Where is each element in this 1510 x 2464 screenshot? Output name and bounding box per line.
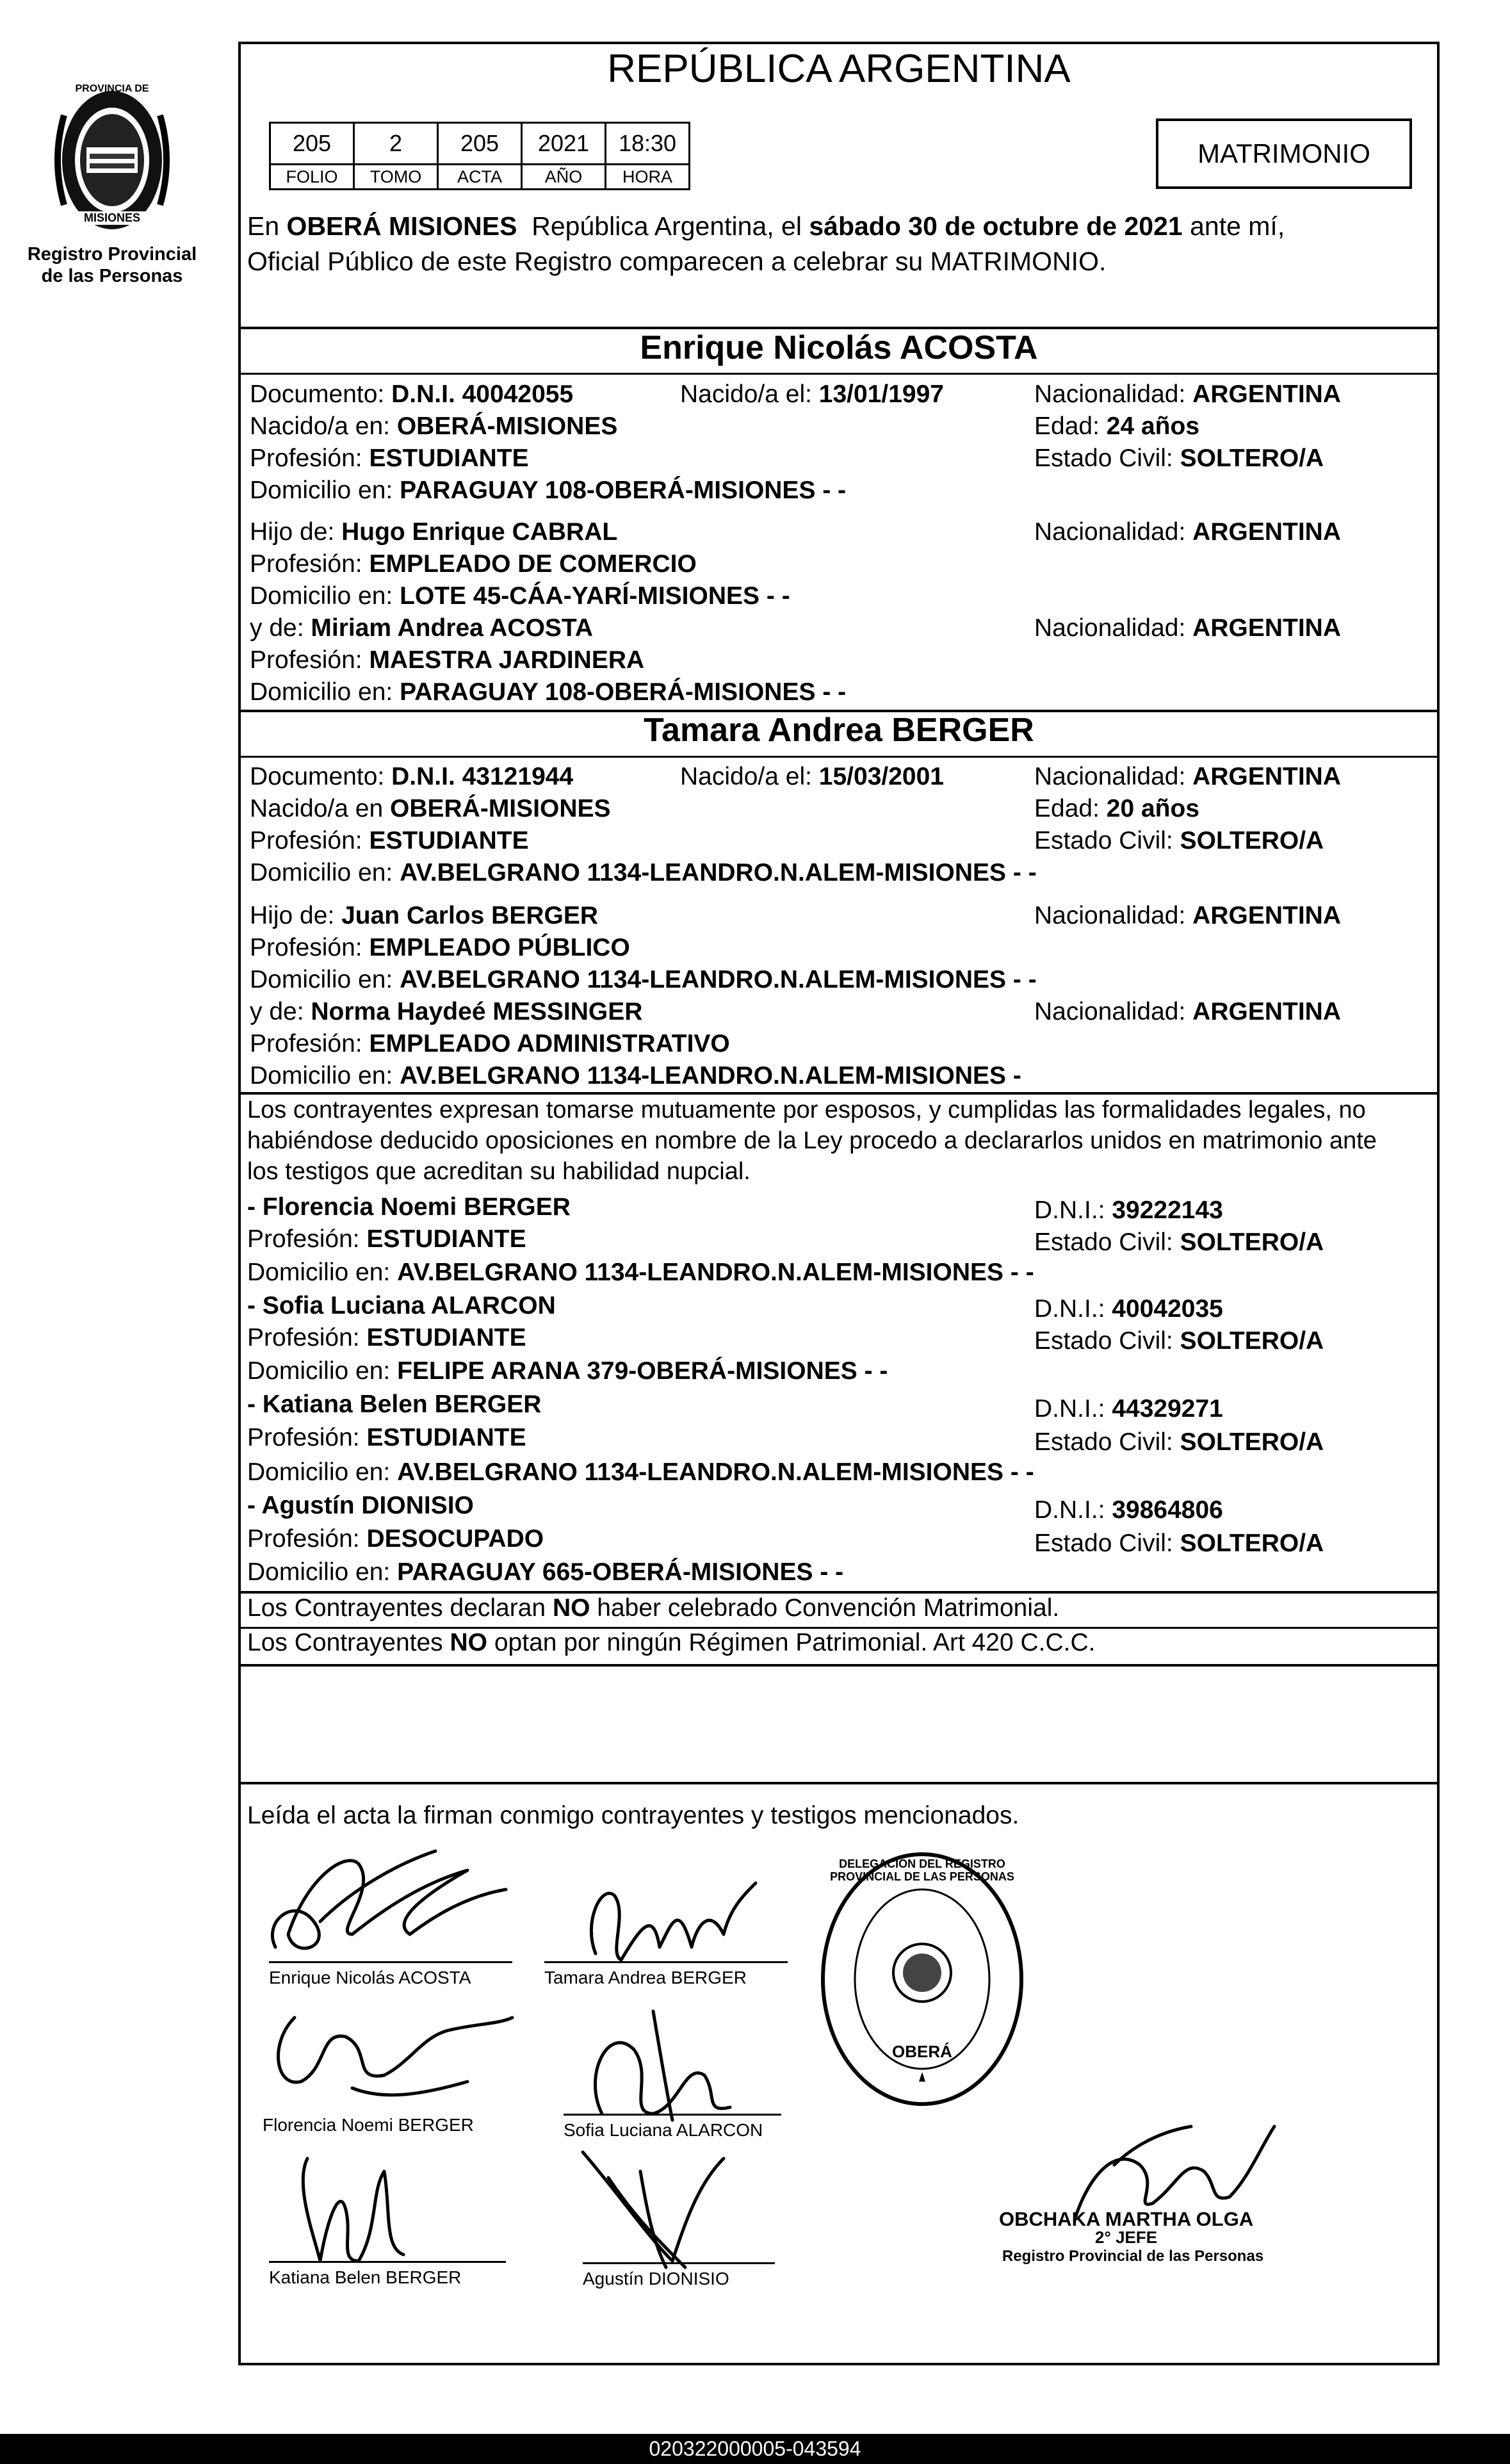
born-value: 15/03/2001 — [818, 763, 944, 790]
tomo-value: 2 — [354, 123, 438, 165]
prof-label: Profesión: — [250, 934, 369, 961]
nat-label: Nacionalidad: — [1034, 614, 1193, 642]
convention-text: Los Contrayentes — [247, 1629, 450, 1656]
nat-label: Nacionalidad: — [1034, 518, 1193, 546]
spouse2-nat — [1034, 762, 1341, 792]
intro-line-1 — [247, 211, 1285, 241]
age-value: 24 años — [1106, 412, 1200, 440]
place-value: OBERÁ-MISIONES — [389, 795, 611, 822]
spouse2-father-dom — [250, 965, 1037, 995]
signature-5-scribble — [256, 2133, 525, 2274]
convention-no: NO — [552, 1594, 590, 1622]
spouse2-civil — [1034, 826, 1324, 856]
dom-value: PARAGUAY 108-OBERÁ-MISIONES - - — [400, 477, 847, 504]
place-label: Nacido/a en: — [250, 412, 397, 440]
dom-value: AV.BELGRANO 1134-LEANDRO.N.ALEM-MISIONES - - — [397, 1259, 1034, 1286]
province-logo — [38, 70, 186, 243]
doc-value: D.N.I. 43121944 — [391, 763, 574, 790]
witness-1-name: - Florencia Noemi BERGER — [247, 1193, 571, 1221]
nat-value: ARGENTINA — [1192, 763, 1342, 790]
witness-2-dom — [247, 1357, 888, 1386]
folio-value: 205 — [270, 123, 354, 165]
convention-line-1 — [247, 1594, 1059, 1623]
civil-label: Estado Civil: — [1034, 1327, 1180, 1355]
dni-label: D.N.I.: — [1034, 1196, 1112, 1224]
dom-value: FELIPE ARANA 379-OBERÁ-MISIONES - - — [397, 1357, 888, 1385]
prof-value: EMPLEADO ADMINISTRATIVO — [369, 1030, 730, 1057]
prof-value: DESOCUPADO — [366, 1525, 544, 1553]
age-label: Edad: — [1034, 412, 1107, 440]
civil-value: SOLTERO/A — [1180, 445, 1324, 472]
prof-value: ESTUDIANTE — [366, 1324, 526, 1351]
acta-label: ACTA — [438, 165, 522, 190]
witness-1-dom — [247, 1258, 1034, 1287]
prof-value: ESTUDIANTE — [366, 1225, 526, 1253]
prof-label: Profesión: — [250, 1030, 369, 1057]
dni-value: 44329271 — [1112, 1395, 1223, 1423]
spouse1-father-nat — [1034, 518, 1341, 547]
witness-4-dom — [247, 1558, 843, 1587]
seal-text-top: PROVINCIA DE — [75, 83, 149, 94]
signature-5-label: Katiana Belen BERGER — [269, 2261, 506, 2292]
prof-label: Profesión: — [247, 1324, 367, 1351]
hora-value: 18:30 — [606, 123, 690, 165]
civil-value: SOLTERO/A — [1180, 827, 1324, 854]
witness-1-prof — [247, 1225, 526, 1254]
prof-label: Profesión: — [247, 1525, 367, 1553]
father-label: Hijo de: — [250, 902, 342, 929]
place-value: OBERÁ-MISIONES — [396, 412, 618, 440]
dom-label: Domicilio en: — [250, 966, 400, 993]
convention-no: NO — [450, 1629, 488, 1656]
civil-label: Estado Civil: — [1034, 1228, 1180, 1256]
civil-label: Estado Civil: — [1034, 1530, 1180, 1557]
spouse2-born — [680, 762, 944, 792]
witness-3-prof — [247, 1423, 526, 1453]
nat-value: ARGENTINA — [1192, 902, 1342, 929]
witness-4-name: - Agustín DIONISIO — [247, 1492, 474, 1519]
spouse1-mother-prof — [250, 646, 644, 675]
dom-label: Domicilio en: — [250, 859, 400, 886]
nat-value: ARGENTINA — [1192, 614, 1342, 642]
dom-label: Domicilio en: — [247, 1357, 398, 1385]
spouse2-mother — [250, 997, 642, 1027]
mother-value: Miriam Andrea ACOSTA — [311, 614, 594, 642]
spouse2-father — [250, 901, 598, 931]
signature-2-label: Tamara Andrea BERGER — [544, 1961, 788, 1993]
spouse1-age — [1034, 412, 1199, 441]
witness-4-prof — [247, 1524, 544, 1554]
spouse1-mother — [250, 614, 593, 643]
witness-1-dni — [1034, 1196, 1223, 1225]
mother-value: Norma Haydeé MESSINGER — [311, 998, 643, 1025]
signature-4-label: Sofia Luciana ALARCON — [564, 2114, 781, 2145]
spouse1-place — [250, 412, 617, 441]
signature-3-scribble — [256, 1979, 525, 2120]
tomo-label: TOMO — [354, 165, 438, 190]
witness-1-civil — [1034, 1228, 1324, 1257]
stamp-seal-icon — [813, 1845, 1031, 2114]
nat-value: ARGENTINA — [1192, 998, 1342, 1025]
born-label: Nacido/a el: — [680, 380, 819, 408]
spouse1-dom — [250, 476, 846, 505]
folio-label: FOLIO — [270, 165, 354, 190]
prof-label: Profesión: — [247, 1424, 367, 1451]
witness-2-civil — [1034, 1326, 1324, 1356]
signature-1-label: Enrique Nicolás ACOSTA — [269, 1961, 512, 1993]
prof-label: Profesión: — [250, 827, 369, 854]
spouse2-father-prof — [250, 933, 630, 963]
dom-label: Domicilio en: — [247, 1259, 398, 1286]
father-value: Juan Carlos BERGER — [341, 902, 599, 929]
nat-label: Nacionalidad: — [1034, 902, 1193, 929]
witness-4-civil — [1034, 1529, 1324, 1558]
spouse1-father — [250, 518, 617, 547]
dom-label: Domicilio en: — [250, 1062, 400, 1089]
witness-2-prof — [247, 1323, 526, 1353]
dni-label: D.N.I.: — [1034, 1395, 1112, 1423]
spouse2-prof — [250, 826, 529, 856]
doc-value: D.N.I. 40042055 — [391, 380, 574, 408]
dom-value: PARAGUAY 108-OBERÁ-MISIONES - - — [400, 678, 847, 706]
prof-value: ESTUDIANTE — [366, 1424, 526, 1451]
spouse2-father-nat — [1034, 901, 1341, 931]
spouse2-mother-nat — [1034, 997, 1341, 1027]
civil-value: SOLTERO/A — [1180, 1327, 1324, 1355]
witness-3-dni — [1034, 1394, 1223, 1424]
dni-value: 39222143 — [1112, 1196, 1223, 1224]
act-reference-table — [269, 122, 690, 190]
registry-stamp — [813, 1845, 1031, 2114]
prof-label: Profesión: — [250, 445, 369, 472]
declaration-line-1: Los contrayentes expresan tomarse mutuamente por esposos, y cumplidas las formalidades legales, no — [247, 1097, 1366, 1123]
spouse2-name: Tamara Andrea BERGER — [644, 712, 1034, 749]
spouse1-mother-dom — [250, 678, 846, 707]
witness-4-dni — [1034, 1496, 1223, 1525]
declaration-line-2: habiéndose deducido oposiciones en nombre de la Ley procedo a declararlos unidos en matrimonio ante — [247, 1127, 1377, 1154]
dom-label: Domicilio en: — [247, 1558, 398, 1586]
prof-value: EMPLEADO PÚBLICO — [369, 934, 630, 961]
civil-label: Estado Civil: — [1034, 827, 1180, 854]
witness-3-name: - Katiana Belen BERGER — [247, 1391, 542, 1418]
nat-label: Nacionalidad: — [1034, 380, 1193, 408]
intro-suffix: ante mí, — [1182, 211, 1285, 241]
anio-label: AÑO — [522, 165, 606, 190]
stamp-center-text: OBERÁ — [892, 2042, 952, 2061]
dni-label: D.N.I.: — [1034, 1295, 1112, 1323]
logo-caption-1: Registro Provincial — [27, 244, 197, 265]
dom-value: LOTE 45-CÁA-YARÍ-MISIONES - - — [400, 582, 790, 610]
father-value: Hugo Enrique CABRAL — [341, 518, 618, 546]
page-title: REPÚBLICA ARGENTINA — [607, 47, 1071, 91]
spouse1-prof — [250, 444, 529, 473]
seal-text-bottom: MISIONES — [38, 211, 186, 225]
dni-value: 40042035 — [1112, 1295, 1223, 1323]
place-label: Nacido/a en — [250, 795, 390, 822]
intro-line-2: Oficial Público de este Registro comparecen a celebrar su MATRIMONIO. — [247, 247, 1107, 276]
dni-label: D.N.I.: — [1034, 1496, 1112, 1524]
nat-value: ARGENTINA — [1192, 380, 1342, 408]
official-office: Registro Provincial de las Personas — [1002, 2248, 1264, 2265]
civil-label: Estado Civil: — [1034, 445, 1180, 472]
doc-label: Documento: — [250, 380, 392, 408]
witness-3-dom — [247, 1458, 1034, 1487]
hora-label: HORA — [606, 165, 690, 190]
prof-value: ESTUDIANTE — [369, 827, 529, 854]
witness-2-name: - Sofia Luciana ALARCON — [247, 1292, 556, 1319]
born-value: 13/01/1997 — [818, 380, 944, 408]
dni-value: 39864806 — [1112, 1496, 1223, 1524]
convention-text: optan por ningún Régimen Patrimonial. Art 420 C.C.C. — [487, 1629, 1096, 1656]
spouse1-father-prof — [250, 550, 697, 579]
spouse1-mother-nat — [1034, 614, 1341, 643]
spouse2-mother-prof — [250, 1029, 730, 1059]
spouse2-dom — [250, 858, 1037, 888]
civil-value: SOLTERO/A — [1180, 1228, 1324, 1256]
nat-label: Nacionalidad: — [1034, 763, 1193, 790]
civil-label: Estado Civil: — [1034, 1428, 1180, 1456]
official-role: 2° JEFE — [1095, 2228, 1158, 2247]
signature-3-label: Florencia Noemi BERGER — [263, 2115, 474, 2135]
spouse1-doc — [250, 380, 573, 409]
convention-text: haber celebrado Convención Matrimonial. — [590, 1594, 1060, 1622]
age-value: 20 años — [1106, 795, 1200, 822]
intro-middle: República Argentina, el — [517, 211, 809, 241]
age-label: Edad: — [1034, 795, 1107, 822]
nat-value: ARGENTINA — [1192, 518, 1342, 546]
spouse1-name: Enrique Nicolás ACOSTA — [640, 329, 1038, 366]
intro-prefix: En — [247, 211, 287, 241]
declaration-line-3: los testigos que acreditan su habilidad nupcial. — [247, 1158, 751, 1185]
prof-label: Profesión: — [250, 550, 369, 578]
signature-6-label: Agustín DIONISIO — [583, 2262, 775, 2294]
signature-6-scribble — [544, 2133, 788, 2274]
official-name: OBCHAKA MARTHA OLGA — [999, 2208, 1254, 2230]
spouse2-age — [1034, 794, 1199, 824]
prof-value: MAESTRA JARDINERA — [369, 646, 645, 674]
acta-value: 205 — [438, 123, 522, 165]
logo-caption-2: de las Personas — [41, 266, 183, 286]
witness-2-dni — [1034, 1294, 1223, 1324]
dom-value: PARAGUAY 665-OBERÁ-MISIONES - - — [397, 1558, 844, 1586]
intro-place: OBERÁ MISIONES — [286, 211, 517, 241]
civil-value: SOLTERO/A — [1180, 1530, 1324, 1557]
signature-1-scribble — [256, 1825, 525, 1979]
anio-value: 2021 — [522, 123, 606, 165]
dom-label: Domicilio en: — [247, 1458, 398, 1486]
intro-date: sábado 30 de octubre de 2021 — [809, 211, 1183, 241]
nat-label: Nacionalidad: — [1034, 998, 1193, 1025]
prof-value: EMPLEADO DE COMERCIO — [369, 550, 697, 578]
dom-label: Domicilio en: — [250, 582, 400, 610]
prof-label: Profesión: — [250, 646, 369, 674]
dom-value: AV.BELGRANO 1134-LEANDRO.N.ALEM-MISIONES - — [400, 1062, 1021, 1089]
document-code: 020322000005-043594 — [649, 2437, 861, 2460]
witness-3-civil — [1034, 1428, 1324, 1457]
stamp-ring-text: DELEGACION DEL REGISTRO PROVINCIAL DE LAS PERSONAS — [830, 1857, 1014, 1883]
dom-label: Domicilio en: — [250, 477, 400, 504]
spouse1-father-dom — [250, 582, 790, 611]
spouse2-mother-dom — [250, 1061, 1021, 1091]
dom-value: AV.BELGRANO 1134-LEANDRO.N.ALEM-MISIONES - - — [400, 966, 1037, 993]
convention-line-2 — [247, 1628, 1096, 1658]
dom-value: AV.BELGRANO 1134-LEANDRO.N.ALEM-MISIONES - - — [400, 859, 1037, 886]
born-label: Nacido/a el: — [680, 763, 819, 790]
spouse1-nat — [1034, 380, 1341, 409]
doc-label: Documento: — [250, 763, 392, 790]
mother-label: y de: — [250, 998, 311, 1025]
spouse2-doc — [250, 762, 573, 792]
closing-text: Leída el acta la firman conmigo contrayentes y testigos mencionados. — [247, 1802, 1019, 1829]
civil-value: SOLTERO/A — [1180, 1428, 1324, 1456]
prof-label: Profesión: — [247, 1225, 367, 1253]
mother-label: y de: — [250, 614, 311, 642]
prof-value: ESTUDIANTE — [369, 445, 529, 472]
dom-value: AV.BELGRANO 1134-LEANDRO.N.ALEM-MISIONES - - — [397, 1458, 1034, 1486]
act-type-box: MATRIMONIO — [1156, 118, 1412, 189]
spouse2-place — [250, 794, 611, 824]
convention-text: Los Contrayentes declaran — [247, 1594, 553, 1622]
dom-label: Domicilio en: — [250, 678, 400, 706]
father-label: Hijo de: — [250, 518, 342, 546]
signature-4-scribble — [544, 1986, 788, 2126]
spouse1-born — [680, 380, 944, 409]
spouse1-civil — [1034, 444, 1324, 473]
